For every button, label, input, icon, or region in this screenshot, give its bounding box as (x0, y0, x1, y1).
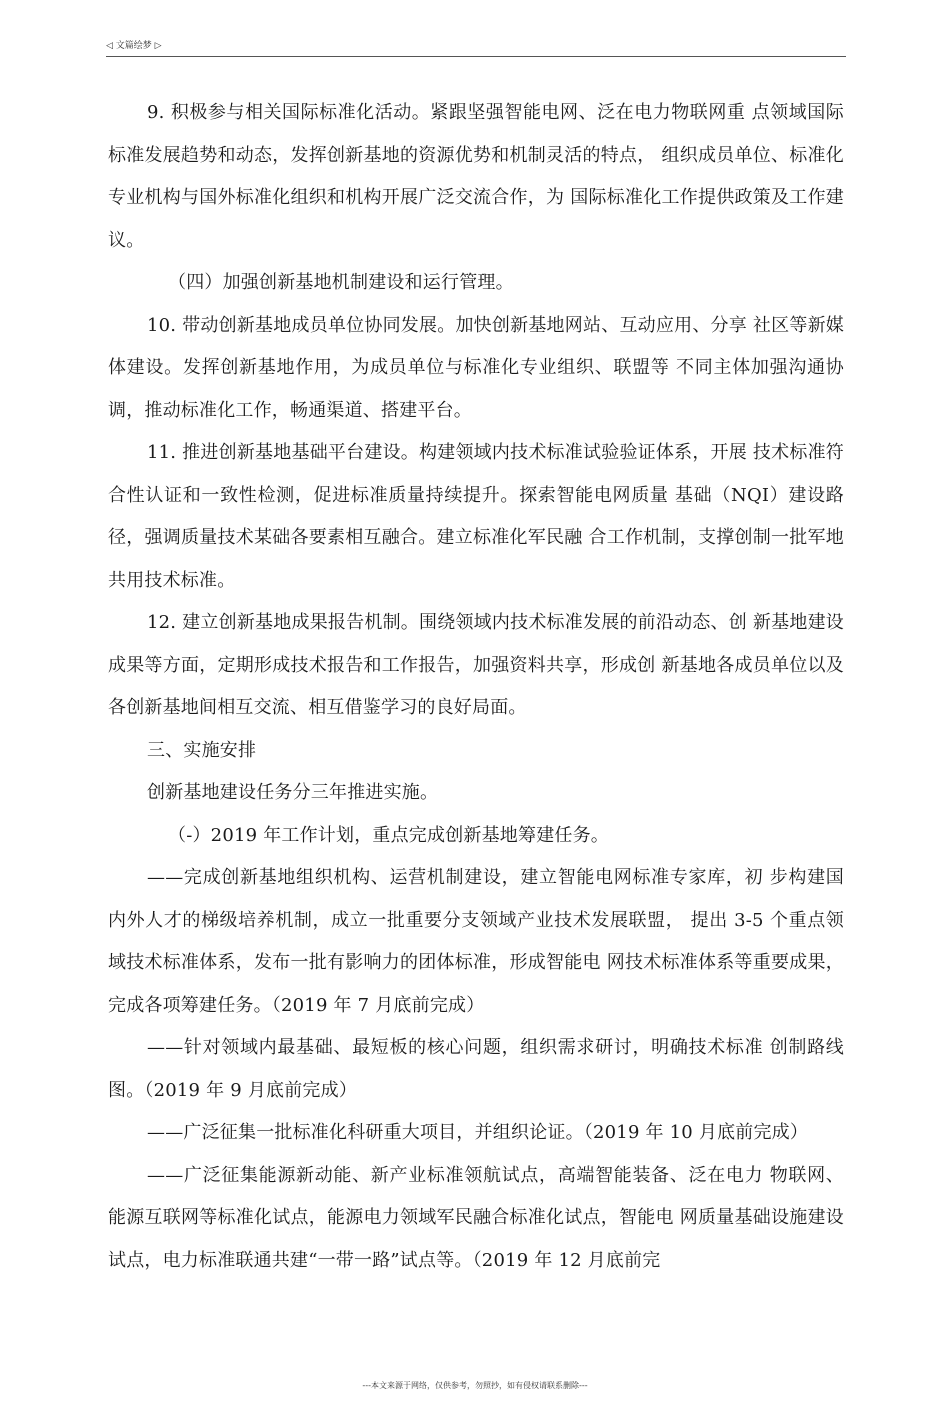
header-title: ◁ 文篇绘梦 ▷ (106, 41, 162, 51)
plan-item: ——广泛征集一批标准化科研重大项目，并组织论证。（2019 年 10 月底前完成） (147, 1122, 809, 1143)
section-heading-3: 三、实施安排 (147, 739, 257, 761)
plan-heading-2019: （-）2019 年工作计划，重点完成创新基地筹建任务。 (168, 824, 610, 846)
footer-note: ---本文来源于网络，仅供参考，勿照抄，如有侵权请联系删除--- (362, 1381, 588, 1390)
plan-item: ——广泛征集能源新动能、新产业标准领航试点，高端智能装备、泛在电力 物联网、能源互联网等标准化试点，能源电力领域军民融合标准化试点，智能电 网质量基础设施建设试点，电力标准联通共建“一带一路”试点等。（2019 年 12 月底前完 (108, 1164, 844, 1271)
plan-item: ——针对领域内最基础、最短板的核心问题，组织需求研讨，明确技术标准 创制路线图。（2019 年 9 月底前完成） (108, 1037, 844, 1101)
page-header (106, 38, 846, 56)
paragraph-item-12: 12. 建立创新基地成果报告机制。围绕领域内技术标准发展的前沿动态、创 新基地建设成果等方面，定期形成技术报告和工作报告，加强资料共享，形成创 新基地各成员单位以及各创新基地间相互交流、相互借鉴学习的良好局面。 (108, 612, 844, 718)
paragraph-item-9: 9. 积极参与相关国际标准化活动。紧跟坚强智能电网、泛在电力物联网重 点领域国际标准发展趋势和动态，发挥创新基地的资源优势和机制灵活的特点， 组织成员单位、标准化专业机构与国外标准化组织和机构开展广泛交流合作，为 国际标准化工作提供政策及工作建议。 (108, 102, 844, 251)
plan-item: ——完成创新基地组织机构、运营机制建设，建立智能电网标准专家库，初 步构建国内外人才的梯级培养机制，成立一批重要分支领域产业技术发展联盟， 提出 3-5 个重点领域技术标准体系，发布一批有影响力的团体标准，形成智能电 网技术标准体系等重要成果，完成各项筹建任务。（2019 年 7 月底前完成） (108, 867, 844, 1016)
paragraph-item-11: 11. 推进创新基地基础平台建设。构建领域内技术标准试验验证体系，开展 技术标准符合性认证和一致性检测，促进标准质量持续提升。探索智能电网质量 基础（NQI）建设路径，强调质量技术某础各要素相互融合。建立标准化军民融 合工作机制，支撑创制一批军地共用技术标准。 (108, 442, 844, 591)
paragraph-intro: 创新基地建设任务分三年推进实施。 (147, 782, 439, 803)
document-body (108, 92, 844, 1282)
section-heading-4: （四）加强创新基地机制建设和运行管理。 (168, 272, 514, 293)
page-footer (0, 1380, 950, 1391)
header-rule (106, 56, 846, 57)
paragraph-item-10: 10. 带动创新基地成员单位协同发展。加快创新基地网站、互动应用、分享 社区等新媒体建设。发挥创新基地作用，为成员单位与标准化专业组织、联盟等 不同主体加强沟通协调，推动标准化工作，畅通渠道、搭建平台。 (108, 314, 844, 421)
